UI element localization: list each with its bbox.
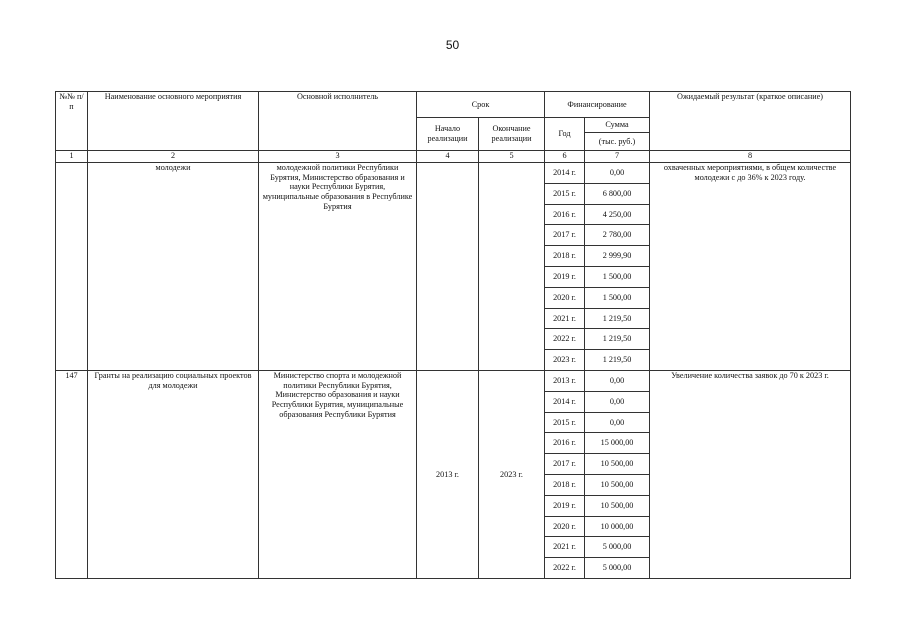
financing-year: 2019 г. bbox=[545, 266, 585, 287]
table-row bbox=[56, 370, 851, 391]
start-date bbox=[417, 163, 479, 371]
financing-year: 2023 г. bbox=[545, 350, 585, 371]
financing-sum: 2 999,90 bbox=[585, 246, 650, 267]
event-name: молодежи bbox=[88, 163, 259, 371]
financing-sum: 15 000,00 bbox=[585, 433, 650, 454]
financing-year: 2018 г. bbox=[545, 474, 585, 495]
financing-sum: 0,00 bbox=[585, 370, 650, 391]
header-result: Ожидаемый результат (краткое описание) bbox=[650, 92, 851, 151]
financing-sum: 1 219,50 bbox=[585, 350, 650, 371]
financing-year: 2020 г. bbox=[545, 287, 585, 308]
row-number: 147 bbox=[56, 370, 88, 578]
financing-sum: 10 500,00 bbox=[585, 474, 650, 495]
column-number: 5 bbox=[479, 151, 545, 163]
start-date: 2013 г. bbox=[417, 370, 479, 578]
header-sum-unit: (тыс. руб.) bbox=[585, 133, 650, 151]
expected-result: Увеличение количества заявок до 70 к 2023 г. bbox=[650, 370, 851, 578]
column-number: 1 bbox=[56, 151, 88, 163]
table-row bbox=[56, 163, 851, 184]
row-number bbox=[56, 163, 88, 371]
column-number: 4 bbox=[417, 151, 479, 163]
column-number-row bbox=[56, 151, 851, 163]
financing-year: 2015 г. bbox=[545, 183, 585, 204]
financing-sum: 0,00 bbox=[585, 412, 650, 433]
financing-sum: 6 800,00 bbox=[585, 183, 650, 204]
end-date bbox=[479, 163, 545, 371]
header-name: Наименование основного мероприятия bbox=[88, 92, 259, 151]
header-term: Срок bbox=[417, 92, 545, 118]
financing-year: 2020 г. bbox=[545, 516, 585, 537]
expected-result: охваченных мероприятиями, в общем количестве молодежи с до 36% к 2023 году. bbox=[650, 163, 851, 371]
financing-year: 2017 г. bbox=[545, 225, 585, 246]
financing-year: 2022 г. bbox=[545, 329, 585, 350]
event-name: Гранты на реализацию социальных проектов для молодежи bbox=[88, 370, 259, 578]
financing-sum: 0,00 bbox=[585, 163, 650, 184]
financing-year: 2014 г. bbox=[545, 163, 585, 184]
executor: Министерство спорта и молодежной политики Республики Бурятия, Министерство образования и науки Республики Бурятия, муниципальные образования Республики Бурятия bbox=[259, 370, 417, 578]
page-number: 50 bbox=[445, 38, 460, 52]
financing-sum: 4 250,00 bbox=[585, 204, 650, 225]
header-financing: Финансирование bbox=[545, 92, 650, 118]
column-number: 7 bbox=[585, 151, 650, 163]
header-executor: Основной исполнитель bbox=[259, 92, 417, 151]
financing-year: 2022 г. bbox=[545, 558, 585, 579]
financing-sum: 10 000,00 bbox=[585, 516, 650, 537]
financing-sum: 1 500,00 bbox=[585, 266, 650, 287]
column-number: 3 bbox=[259, 151, 417, 163]
column-number: 8 bbox=[650, 151, 851, 163]
program-table bbox=[55, 91, 851, 579]
header-sum: Сумма bbox=[585, 118, 650, 133]
financing-sum: 5 000,00 bbox=[585, 537, 650, 558]
financing-sum: 10 500,00 bbox=[585, 454, 650, 475]
financing-year: 2015 г. bbox=[545, 412, 585, 433]
financing-sum: 1 219,50 bbox=[585, 308, 650, 329]
financing-year: 2021 г. bbox=[545, 308, 585, 329]
financing-year: 2017 г. bbox=[545, 454, 585, 475]
financing-year: 2018 г. bbox=[545, 246, 585, 267]
end-date: 2023 г. bbox=[479, 370, 545, 578]
financing-year: 2016 г. bbox=[545, 204, 585, 225]
financing-year: 2021 г. bbox=[545, 537, 585, 558]
header-year: Год bbox=[545, 118, 585, 151]
financing-sum: 1 219,50 bbox=[585, 329, 650, 350]
header-num: №№ п/п bbox=[56, 92, 88, 151]
financing-sum: 1 500,00 bbox=[585, 287, 650, 308]
financing-sum: 5 000,00 bbox=[585, 558, 650, 579]
financing-sum: 10 500,00 bbox=[585, 495, 650, 516]
financing-year: 2016 г. bbox=[545, 433, 585, 454]
header-start: Начало реализации bbox=[417, 118, 479, 151]
header-end: Окончание реализации bbox=[479, 118, 545, 151]
financing-sum: 2 780,00 bbox=[585, 225, 650, 246]
financing-year: 2019 г. bbox=[545, 495, 585, 516]
column-number: 2 bbox=[88, 151, 259, 163]
financing-year: 2013 г. bbox=[545, 370, 585, 391]
financing-year: 2014 г. bbox=[545, 391, 585, 412]
executor: молодежной политики Республики Бурятия, Министерство образования и науки Республики Бурятия, муниципальные образования в Республике Бурятия bbox=[259, 163, 417, 371]
column-number: 6 bbox=[545, 151, 585, 163]
financing-sum: 0,00 bbox=[585, 391, 650, 412]
